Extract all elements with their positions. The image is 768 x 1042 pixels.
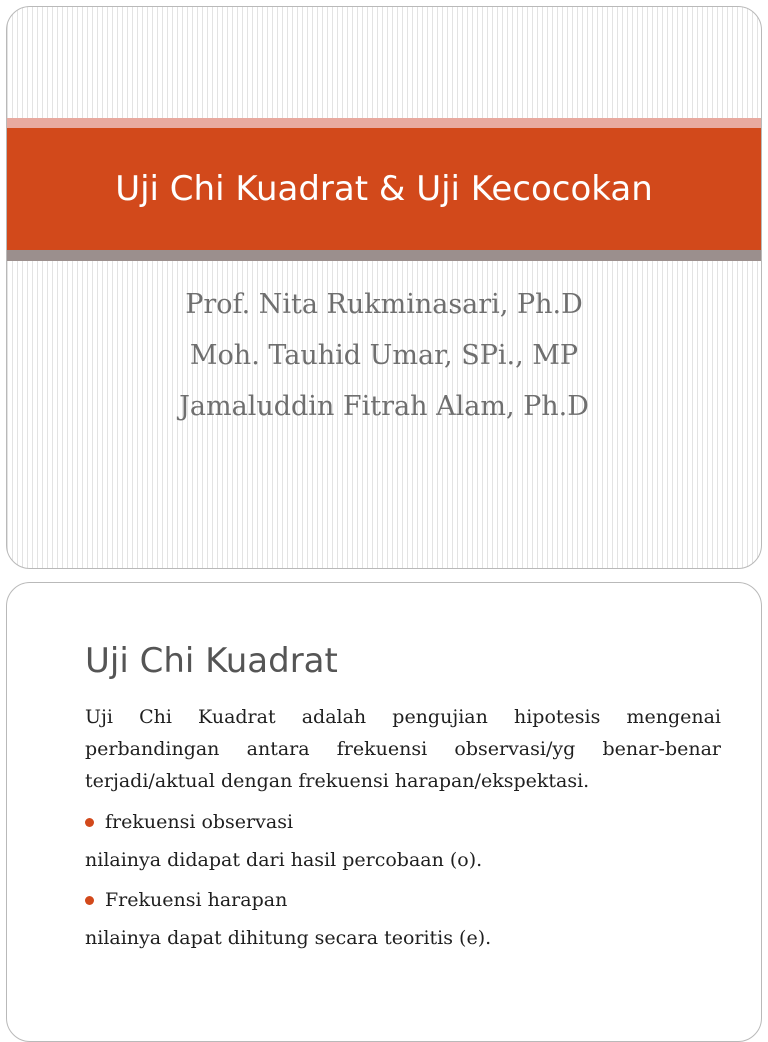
bullet-item	[85, 885, 721, 915]
accent-band-top	[7, 118, 761, 128]
definition-paragraph: Uji Chi Kuadrat adalah pengujian hipotesis mengenai perbandingan antara frekuensi observasi/yg benar-benar terjadi/aktual dengan frekuensi harapan/ekspektasi.	[85, 706, 721, 792]
accent-band-bottom	[7, 250, 761, 261]
bullet-detail: nilainya dapat dihitung secara teoritis (e).	[85, 927, 492, 949]
title-slide	[6, 6, 762, 569]
slide-body	[85, 701, 721, 953]
author-name: Jamaluddin Fitrah Alam, Ph.D	[179, 391, 589, 422]
author-name: Moh. Tauhid Umar, SPi., MP	[189, 340, 579, 371]
slide-title: Uji Chi Kuadrat & Uji Kecocokan	[115, 169, 653, 209]
bullet-item	[85, 807, 721, 837]
bullet-dot-icon	[85, 896, 94, 905]
bullet-detail: nilainya didapat dari hasil percobaan (o).	[85, 849, 483, 871]
author-list	[7, 279, 761, 432]
author-name: Prof. Nita Rukminasari, Ph.D	[185, 289, 583, 320]
content-slide	[6, 582, 762, 1042]
slide-heading: Uji Chi Kuadrat	[85, 641, 338, 681]
bullet-dot-icon	[85, 818, 94, 827]
bullet-label: Frekuensi harapan	[105, 889, 288, 911]
bullet-label: frekuensi observasi	[105, 811, 294, 833]
